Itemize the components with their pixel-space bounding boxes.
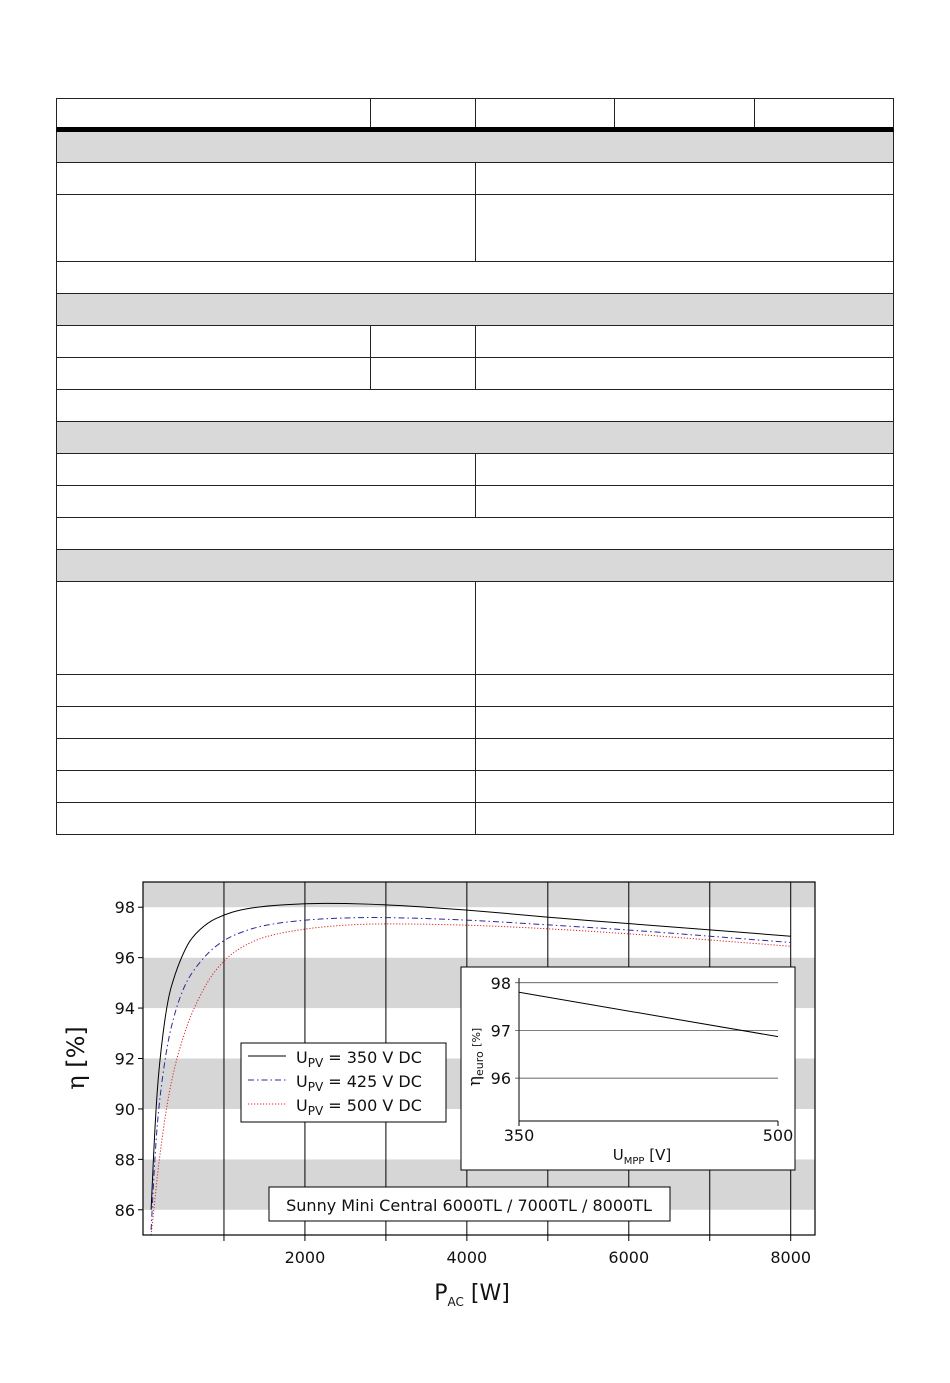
legend-entry: $U_{PV} = 500$ V DC [296,1096,422,1118]
inset-chart [461,967,795,1170]
chart-title-box [269,1187,670,1221]
y-axis-label: η [%] [62,1026,90,1090]
y-tick-label: 98 [114,898,135,918]
inset-y-tick-label: 96 [490,1069,511,1089]
x-tick-label: 6000 [608,1248,650,1267]
chart-legend [241,1043,446,1122]
chart-band [143,882,815,907]
inset-y-tick-label: 98 [490,973,511,993]
chart-band [143,907,815,957]
x-tick-label: 4000 [446,1248,488,1267]
inset-x-tick-label: 350 [503,1126,535,1145]
inset-x-tick-label: 500 [762,1126,794,1145]
x-tick-label: 2000 [284,1248,326,1267]
y-tick-label: 94 [114,999,135,1019]
legend-entry: $U_{PV} = 425$ V DC [296,1072,422,1094]
y-tick-label: 88 [114,1150,135,1170]
inset-x-label: $U_{MPP}$ [V] [612,1146,672,1167]
legend-entry: $U_{PV} = 350$ V DC [296,1048,422,1070]
inset-y-tick-label: 97 [490,1021,511,1041]
y-tick-label: 86 [114,1200,135,1220]
chart-title: Sunny Mini Central 6000TL / 7000TL / 8000TL [286,1196,652,1215]
x-tick-label: 8000 [770,1248,812,1267]
y-tick-label: 90 [114,1099,135,1119]
y-tick-label: 92 [114,1049,135,1069]
y-tick-label: 96 [114,948,135,968]
inset-y-label: $\eta_{euro}$ [%] [465,1027,486,1087]
x-axis-label: $P_{AC}$ [W] [434,1281,510,1309]
